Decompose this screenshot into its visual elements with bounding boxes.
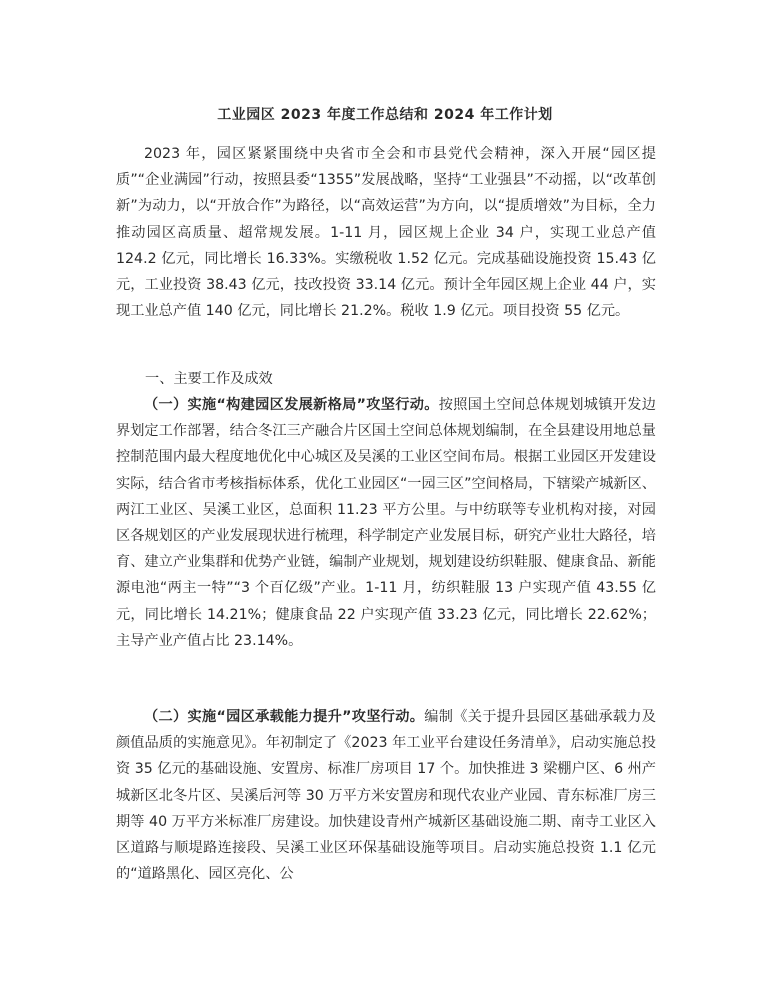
item1-body: 按照国土空间总体规划城镇开发边界划定工作部署，结合冬江三产融合片区国土空间总体规划编制，在全县建设用地总量控制范围内最大程度地优化中心城区及吴溪的工业区空间布局。根据工业园区开发建设实际，结合省市考核指标体系，优化工业园区“一园三区”空间格局，下辖梁产城新区、两江工业区、吴溪工业区，总面积 11.23 平方公里。与中纺联等专业机构对接，对园区各规划区的产业发展现状进行梳理，科学制定产业发展目标，研究产业壮大路径，培育、建立产业集群和优势产业链，编制产业规划，规划建设纺织鞋服、健康食品、新能源电池“两主一特”“3 个百亿级”产业。1-11 月，纺织鞋服 13 户实现产值 43.55 亿元，同比增长 14.21%；健康食品 22 户实现产值 33.23 亿元，同比增长 22.62%；主导产业产值占比 23.14%。 xyxy=(116,397,656,649)
item1-lead: （一）实施“构建园区发展新格局”攻坚行动。 xyxy=(144,397,439,413)
intro-paragraph: 2023 年，园区紧紧围绕中央省市全会和市县党代会精神，深入开展“园区提质”“企业满园”行动，按照县委“1355”发展战略，坚持“工业强县”不动摇，以“改革创新”为动力，以“开放合作”为路径，以“高效运营”为方向，以“提质增效”为目标，全力推动园区高质量、超常规发展。1-11 月，园区规上企业 34 户，实现工业总产值 124.2 亿元，同比增长 16.33%。实缴税收 1.52 亿元。完成基础设施投资 15.43 亿元，工业投资 38.43 亿元，技改投资 33.14 亿元。预计全年园区规上企业 44 户，实现工业总产值 140 亿元，同比增长 21.2%。税收 1.9 亿元。项目投资 55 亿元。 xyxy=(116,146,656,320)
section-heading: 一、主要工作及成效 xyxy=(145,371,273,387)
item2-paragraph xyxy=(116,704,656,887)
document-title: 工业园区 2023 年度工作总结和 2024 年工作计划 xyxy=(217,107,553,123)
item1-paragraph xyxy=(116,392,656,654)
item2-body: 编制《关于提升县园区基础承载力及颜值品质的实施意见》。年初制定了《2023 年工业平台建设任务清单》，启动实施总投资 35 亿元的基础设施、安置房、标准厂房项目 17 个。加快推进 3 梁棚户区、6 州产城新区北冬片区、吴溪后河等 30 万平方米安置房和现代农业产业园、青东标准厂房三期等 40 万平方米标准厂房建设。加快建设青州产城新区基础设施二期、南寺工业区入区道路与顺堤路连接段、吴溪工业区环保基础设施等项目。启动实施总投资 1.1 亿元的“道路黑化、园区亮化、公 xyxy=(116,709,656,883)
item2-lead: （二）实施“园区承载能力提升”攻坚行动。 xyxy=(144,709,425,725)
